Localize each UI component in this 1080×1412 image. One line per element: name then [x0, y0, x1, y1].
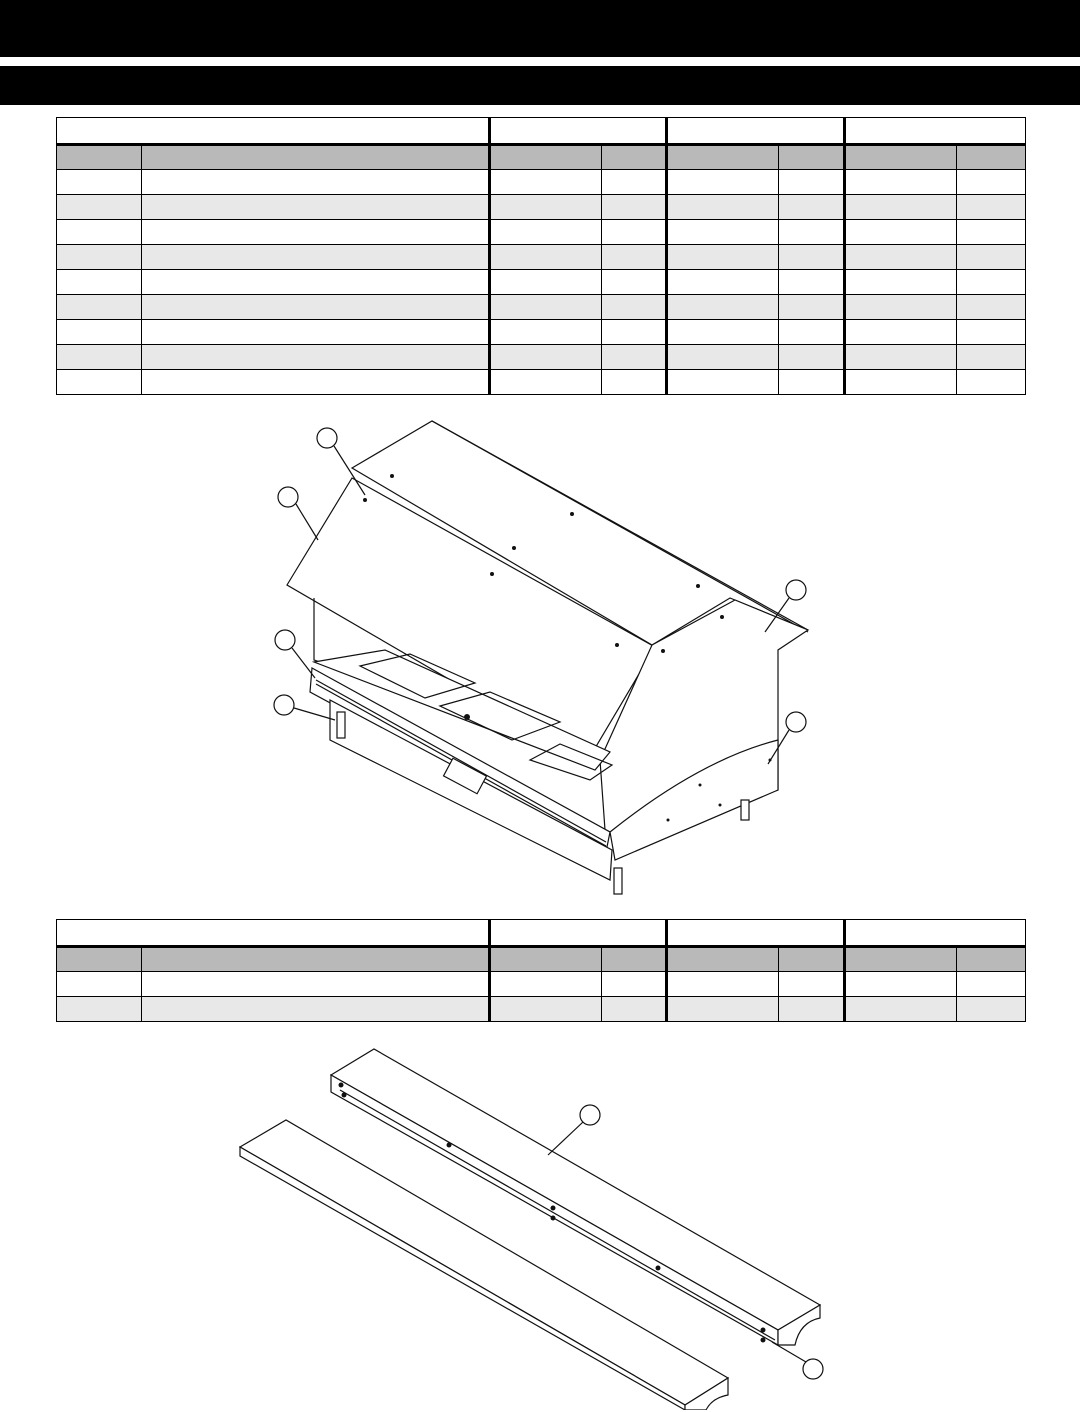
- column-header: [57, 145, 142, 170]
- callout: [275, 630, 315, 678]
- table-cell: [845, 997, 957, 1022]
- table-cell: [667, 997, 779, 1022]
- table-cell: [490, 245, 602, 270]
- table-cell: [957, 345, 1026, 370]
- table-cell: [57, 345, 142, 370]
- table-cell: [845, 270, 957, 295]
- shelf-assembly-drawing: [230, 1040, 830, 1410]
- table-cell: [490, 345, 602, 370]
- table-cell: [57, 370, 142, 395]
- group-header: [845, 118, 1026, 145]
- table-cell: [667, 295, 779, 320]
- table-cell: [142, 220, 490, 245]
- table-row: [57, 195, 1026, 220]
- table-cell: [142, 270, 490, 295]
- table-cell: [142, 195, 490, 220]
- table-cell: [845, 295, 957, 320]
- table-cell: [142, 972, 490, 997]
- table-cell: [602, 345, 667, 370]
- table-cell: [667, 345, 779, 370]
- table-cell: [957, 170, 1026, 195]
- table-cell: [57, 245, 142, 270]
- table-cell: [957, 972, 1026, 997]
- table-row: [57, 245, 1026, 270]
- table-cell: [845, 972, 957, 997]
- table-cell: [957, 320, 1026, 345]
- table-cell: [957, 195, 1026, 220]
- column-header: [490, 145, 602, 170]
- group-header: [490, 118, 667, 145]
- page-subtitle: [0, 66, 1080, 86]
- table-row: [57, 170, 1026, 195]
- table-cell: [779, 997, 845, 1022]
- table-cell: [667, 195, 779, 220]
- column-header: [490, 947, 602, 972]
- callout: [548, 1105, 600, 1155]
- table-row: [57, 345, 1026, 370]
- table-column-header-row: [57, 145, 1026, 170]
- table-row: [57, 972, 1026, 997]
- table-cell: [142, 245, 490, 270]
- table-cell: [490, 320, 602, 345]
- table-cell: [490, 972, 602, 997]
- group-header: [667, 920, 845, 947]
- column-header: [602, 145, 667, 170]
- table-cell: [667, 370, 779, 395]
- table-cell: [957, 295, 1026, 320]
- table-cell: [779, 245, 845, 270]
- table-cell: [57, 195, 142, 220]
- table-cell: [602, 997, 667, 1022]
- group-header: [845, 920, 1026, 947]
- table-cell: [957, 220, 1026, 245]
- table-cell: [602, 295, 667, 320]
- table-cell: [667, 270, 779, 295]
- table-cell: [779, 972, 845, 997]
- column-header: [957, 145, 1026, 170]
- table-cell: [845, 370, 957, 395]
- table-cell: [779, 320, 845, 345]
- callout: [278, 487, 318, 540]
- table-cell: [667, 245, 779, 270]
- table-cell: [957, 997, 1026, 1022]
- table-cell: [57, 295, 142, 320]
- table-cell: [490, 195, 602, 220]
- table-cell: [845, 320, 957, 345]
- table-cell: [779, 345, 845, 370]
- table-cell: [490, 270, 602, 295]
- table-cell: [845, 245, 957, 270]
- table-cell: [57, 170, 142, 195]
- table-row: [57, 997, 1026, 1022]
- table-cell: [845, 220, 957, 245]
- group-header: [667, 118, 845, 145]
- table-cell: [602, 220, 667, 245]
- table-group-header-row: [57, 920, 1026, 947]
- table-cell: [779, 220, 845, 245]
- table-cell: [57, 220, 142, 245]
- table-cell: [142, 997, 490, 1022]
- callout: [772, 1342, 823, 1379]
- table-cell: [142, 170, 490, 195]
- subtitle-bar: [0, 66, 1080, 105]
- table-cell: [957, 245, 1026, 270]
- parts-table-2: [56, 919, 1026, 1022]
- table-cell: [490, 295, 602, 320]
- table-cell: [57, 270, 142, 295]
- column-header: [142, 947, 490, 972]
- column-header: [667, 947, 779, 972]
- table-cell: [57, 997, 142, 1022]
- group-header: [490, 920, 667, 947]
- table-cell: [845, 195, 957, 220]
- table-cell: [957, 370, 1026, 395]
- table-cell: [490, 170, 602, 195]
- column-header: [142, 145, 490, 170]
- column-header: [957, 947, 1026, 972]
- column-header: [779, 145, 845, 170]
- table-cell: [667, 170, 779, 195]
- table-cell: [779, 195, 845, 220]
- table-cell: [602, 972, 667, 997]
- table-row: [57, 270, 1026, 295]
- table-cell: [142, 345, 490, 370]
- group-header: [57, 118, 490, 145]
- table-cell: [957, 270, 1026, 295]
- column-header: [845, 145, 957, 170]
- table-cell: [142, 295, 490, 320]
- table-cell: [490, 997, 602, 1022]
- column-header: [779, 947, 845, 972]
- table-group-header-row: [57, 118, 1026, 145]
- title-bar: [0, 0, 1080, 57]
- table-cell: [779, 270, 845, 295]
- table-cell: [602, 270, 667, 295]
- parts-table-1: [56, 117, 1026, 395]
- column-header: [845, 947, 957, 972]
- cabinet-assembly-drawing: [250, 415, 830, 900]
- table-cell: [779, 170, 845, 195]
- table-cell: [602, 245, 667, 270]
- table-cell: [602, 320, 667, 345]
- table-column-header-row: [57, 947, 1026, 972]
- table-cell: [602, 370, 667, 395]
- table-row: [57, 320, 1026, 345]
- table-cell: [667, 220, 779, 245]
- table-cell: [667, 972, 779, 997]
- table-row: [57, 370, 1026, 395]
- table-cell: [490, 370, 602, 395]
- table-cell: [779, 370, 845, 395]
- table-cell: [602, 170, 667, 195]
- table-cell: [667, 320, 779, 345]
- table-cell: [142, 370, 490, 395]
- table-cell: [142, 320, 490, 345]
- table-cell: [490, 220, 602, 245]
- page-title: [0, 0, 1080, 20]
- column-header: [602, 947, 667, 972]
- column-header: [667, 145, 779, 170]
- table-cell: [779, 295, 845, 320]
- table-cell: [57, 972, 142, 997]
- table-cell: [602, 195, 667, 220]
- table-cell: [845, 170, 957, 195]
- table-cell: [845, 345, 957, 370]
- group-header: [57, 920, 490, 947]
- table-row: [57, 295, 1026, 320]
- table-cell: [57, 320, 142, 345]
- column-header: [57, 947, 142, 972]
- table-row: [57, 220, 1026, 245]
